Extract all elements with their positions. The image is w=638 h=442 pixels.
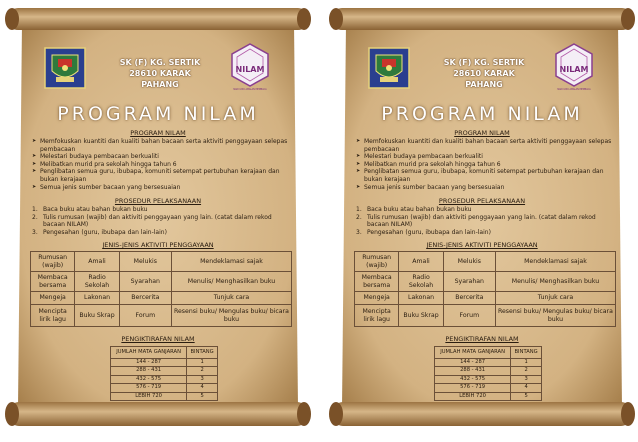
- activities-cell: Mendeklamasi sajak: [495, 252, 615, 272]
- activities-cell: Rumusan (wajib): [355, 252, 399, 272]
- school-name-line2: 28610 KARAK: [453, 69, 515, 78]
- school-name: [422, 57, 546, 90]
- program-points: [356, 138, 618, 191]
- activities-row: [355, 292, 616, 305]
- activities-cell: Bercerita: [443, 292, 495, 305]
- ranking-col-points: JUMLAH MATA GANJARAN: [435, 347, 511, 359]
- ranking-stars: 1: [187, 358, 218, 367]
- school-name: [98, 57, 222, 90]
- activities-cell: Bercerita: [119, 292, 171, 305]
- activities-cell: Mengeja: [355, 292, 399, 305]
- activities-cell: Mencipta lirik lagu: [355, 305, 399, 327]
- school-name-line1: SK (F) KG. SERTIK: [119, 58, 201, 67]
- ranking-col-stars: BINTANG: [187, 347, 218, 359]
- activities-cell: Membaca bersama: [31, 272, 75, 292]
- ranking-row: [435, 358, 542, 367]
- nilam-logo-word: NILAM: [235, 65, 265, 74]
- ranking-row: [111, 375, 218, 384]
- program-point: ➤ Melibatkan murid pra sekolah hingga tahun 6: [356, 161, 618, 169]
- program-point: ➤ Melestari budaya pembacaan berkualiti: [356, 153, 618, 161]
- ranking-points: LEBIH 720: [435, 392, 511, 401]
- activities-cell: Menulis/ Menghasilkan buku: [171, 272, 291, 292]
- school-name-line2: 28610 KARAK: [129, 69, 191, 78]
- school-crest-icon: [44, 47, 86, 89]
- nilam-logo-icon: [228, 42, 272, 92]
- activities-row: [31, 272, 292, 292]
- ranking-table: [110, 346, 218, 401]
- activities-cell: Syarahan: [443, 272, 495, 292]
- activities-cell: Amali: [399, 252, 443, 272]
- activities-cell: Buku Skrap: [399, 305, 443, 327]
- procedure-step-number: 2.: [356, 213, 362, 221]
- procedure-step: [32, 214, 294, 229]
- activities-cell: Tunjuk cara: [171, 292, 291, 305]
- program-point: ➤ Semua jenis sumber bacaan yang bersesuaian: [32, 184, 294, 192]
- program-point: ➤ Penglibatan semua guru, ibubapa, komuniti setempat pertubuhan kerajaan dan bukan kerajaan: [32, 168, 294, 183]
- ranking-points: 288 - 431: [111, 367, 187, 376]
- procedure-heading: PROSEDUR PELAKSANAAN: [438, 197, 526, 205]
- activities-cell: Forum: [119, 305, 171, 327]
- procedure-step-text: Tulis rumusan (wajib) dan aktiviti penggayaan yang lain. (catat dalam rekod bacaan NILAM): [43, 213, 272, 229]
- activities-cell: Resensi buku/ Mengulas buku/ bicara buku: [495, 305, 615, 327]
- ranking-table: [434, 346, 542, 401]
- ranking-row: [111, 358, 218, 367]
- poster-content: [2, 0, 314, 442]
- activities-cell: Radio Sekolah: [75, 272, 119, 292]
- procedure-step: [356, 206, 618, 214]
- program-heading: PROGRAM NILAM: [130, 129, 186, 137]
- school-name-line3: PAHANG: [465, 80, 503, 89]
- ranking-stars: 5: [511, 392, 542, 401]
- activities-cell: Melukis: [119, 252, 171, 272]
- activities-cell: Resensi buku/ Mengulas buku/ bicara buku: [171, 305, 291, 327]
- activities-cell: Radio Sekolah: [399, 272, 443, 292]
- program-heading: PROGRAM NILAM: [454, 129, 510, 137]
- ranking-row: [435, 392, 542, 401]
- procedure-step-text: Baca buku atau bahan bukan buku: [43, 206, 148, 213]
- activities-heading: JENIS-JENIS AKTIVITI PENGGAYAAN: [426, 241, 538, 249]
- poster-title: PROGRAM NILAM: [381, 103, 583, 125]
- activities-cell: Rumusan (wajib): [31, 252, 75, 272]
- procedure-heading: PROSEDUR PELAKSANAAN: [114, 197, 202, 205]
- activities-row: [31, 292, 292, 305]
- program-point: ➤ Melestari budaya pembacaan berkualiti: [32, 153, 294, 161]
- activities-cell: Tunjuk cara: [495, 292, 615, 305]
- procedure-step-number: 1.: [32, 206, 38, 213]
- ranking-stars: 5: [187, 392, 218, 401]
- ranking-heading: PENGIKTIRAFAN NILAM: [445, 335, 519, 343]
- activities-row: [31, 305, 292, 327]
- ranking-points: 576 - 719: [435, 384, 511, 393]
- ranking-stars: 2: [187, 367, 218, 376]
- procedure-step: [356, 229, 618, 237]
- ranking-row: [111, 384, 218, 393]
- ranking-stars: 3: [187, 375, 218, 384]
- program-point: ➤ Penglibatan semua guru, ibubapa, komuniti setempat pertubuhan kerajaan dan bukan kerajaan: [356, 168, 618, 183]
- activities-cell: Mendeklamasi sajak: [171, 252, 291, 272]
- activities-cell: Menulis/ Menghasilkan buku: [495, 272, 615, 292]
- nilam-logo-tagline: NADI ILMU AMALAN MEMBACA: [233, 88, 267, 91]
- ranking-row: [111, 392, 218, 401]
- ranking-stars: 1: [511, 358, 542, 367]
- school-name-line1: SK (F) KG. SERTIK: [443, 58, 525, 67]
- school-name-line3: PAHANG: [141, 80, 179, 89]
- procedure-step-text: Pengesahan (guru, ibubapa dan lain-lain): [43, 228, 167, 236]
- ranking-points: 144 - 287: [435, 358, 511, 367]
- nilam-logo-tagline: NADI ILMU AMALAN MEMBACA: [557, 88, 591, 91]
- activities-row: [355, 252, 616, 272]
- ranking-stars: 4: [187, 384, 218, 393]
- poster-right: [326, 0, 638, 442]
- ranking-col-stars: BINTANG: [511, 347, 542, 359]
- ranking-stars: 3: [511, 375, 542, 384]
- ranking-points: 288 - 431: [435, 367, 511, 376]
- program-points: [32, 138, 294, 191]
- activities-heading: JENIS-JENIS AKTIVITI PENGGAYAAN: [102, 241, 214, 249]
- procedure-step-text: Pengesahan (guru, ibubapa dan lain-lain): [367, 228, 491, 236]
- procedure-step-number: 2.: [32, 213, 38, 221]
- activities-table: [30, 251, 292, 327]
- procedure-step: [32, 206, 294, 214]
- ranking-points: 576 - 719: [111, 384, 187, 393]
- ranking-points: 432 - 575: [111, 375, 187, 384]
- activities-table: [354, 251, 616, 327]
- procedure-step: [32, 229, 294, 237]
- procedure-step-number: 3.: [32, 228, 38, 236]
- activities-row: [31, 252, 292, 272]
- procedure-steps: [356, 206, 618, 236]
- ranking-stars: 4: [511, 384, 542, 393]
- ranking-heading: PENGIKTIRAFAN NILAM: [121, 335, 195, 343]
- activities-cell: Amali: [75, 252, 119, 272]
- ranking-row: [435, 375, 542, 384]
- ranking-col-points: JUMLAH MATA GANJARAN: [111, 347, 187, 359]
- activities-row: [355, 305, 616, 327]
- activities-cell: Syarahan: [119, 272, 171, 292]
- activities-cell: Membaca bersama: [355, 272, 399, 292]
- program-point: ➤ Memfokuskan kuantiti dan kualiti bahan bacaan serta aktiviti penggayaan selepas pembacaan: [32, 138, 294, 153]
- school-crest-icon: [368, 47, 410, 89]
- ranking-row: [435, 367, 542, 376]
- poster-left: [2, 0, 314, 442]
- ranking-points: 432 - 575: [435, 375, 511, 384]
- activities-cell: Forum: [443, 305, 495, 327]
- nilam-logo-icon: [552, 42, 596, 92]
- activities-cell: Melukis: [443, 252, 495, 272]
- procedure-step-text: Tulis rumusan (wajib) dan aktiviti penggayaan yang lain. (catat dalam rekod bacaan NILAM): [367, 213, 596, 229]
- activities-cell: Mencipta lirik lagu: [31, 305, 75, 327]
- program-point: ➤ Melibatkan murid pra sekolah hingga tahun 6: [32, 161, 294, 169]
- activities-cell: Mengeja: [31, 292, 75, 305]
- procedure-steps: [32, 206, 294, 236]
- activities-row: [355, 272, 616, 292]
- activities-cell: Lakonan: [75, 292, 119, 305]
- program-point: ➤ Memfokuskan kuantiti dan kualiti bahan bacaan serta aktiviti penggayaan selepas pembacaan: [356, 138, 618, 153]
- procedure-step-number: 3.: [356, 228, 362, 236]
- procedure-step-number: 1.: [356, 206, 362, 213]
- procedure-step: [356, 214, 618, 229]
- activities-cell: Lakonan: [399, 292, 443, 305]
- ranking-points: LEBIH 720: [111, 392, 187, 401]
- ranking-stars: 2: [511, 367, 542, 376]
- program-point: ➤ Semua jenis sumber bacaan yang bersesuaian: [356, 184, 618, 192]
- ranking-row: [111, 367, 218, 376]
- ranking-points: 144 - 287: [111, 358, 187, 367]
- poster-content: [326, 0, 638, 442]
- poster-title: PROGRAM NILAM: [57, 103, 259, 125]
- nilam-logo-word: NILAM: [559, 65, 589, 74]
- ranking-row: [435, 384, 542, 393]
- procedure-step-text: Baca buku atau bahan bukan buku: [367, 206, 472, 213]
- activities-cell: Buku Skrap: [75, 305, 119, 327]
